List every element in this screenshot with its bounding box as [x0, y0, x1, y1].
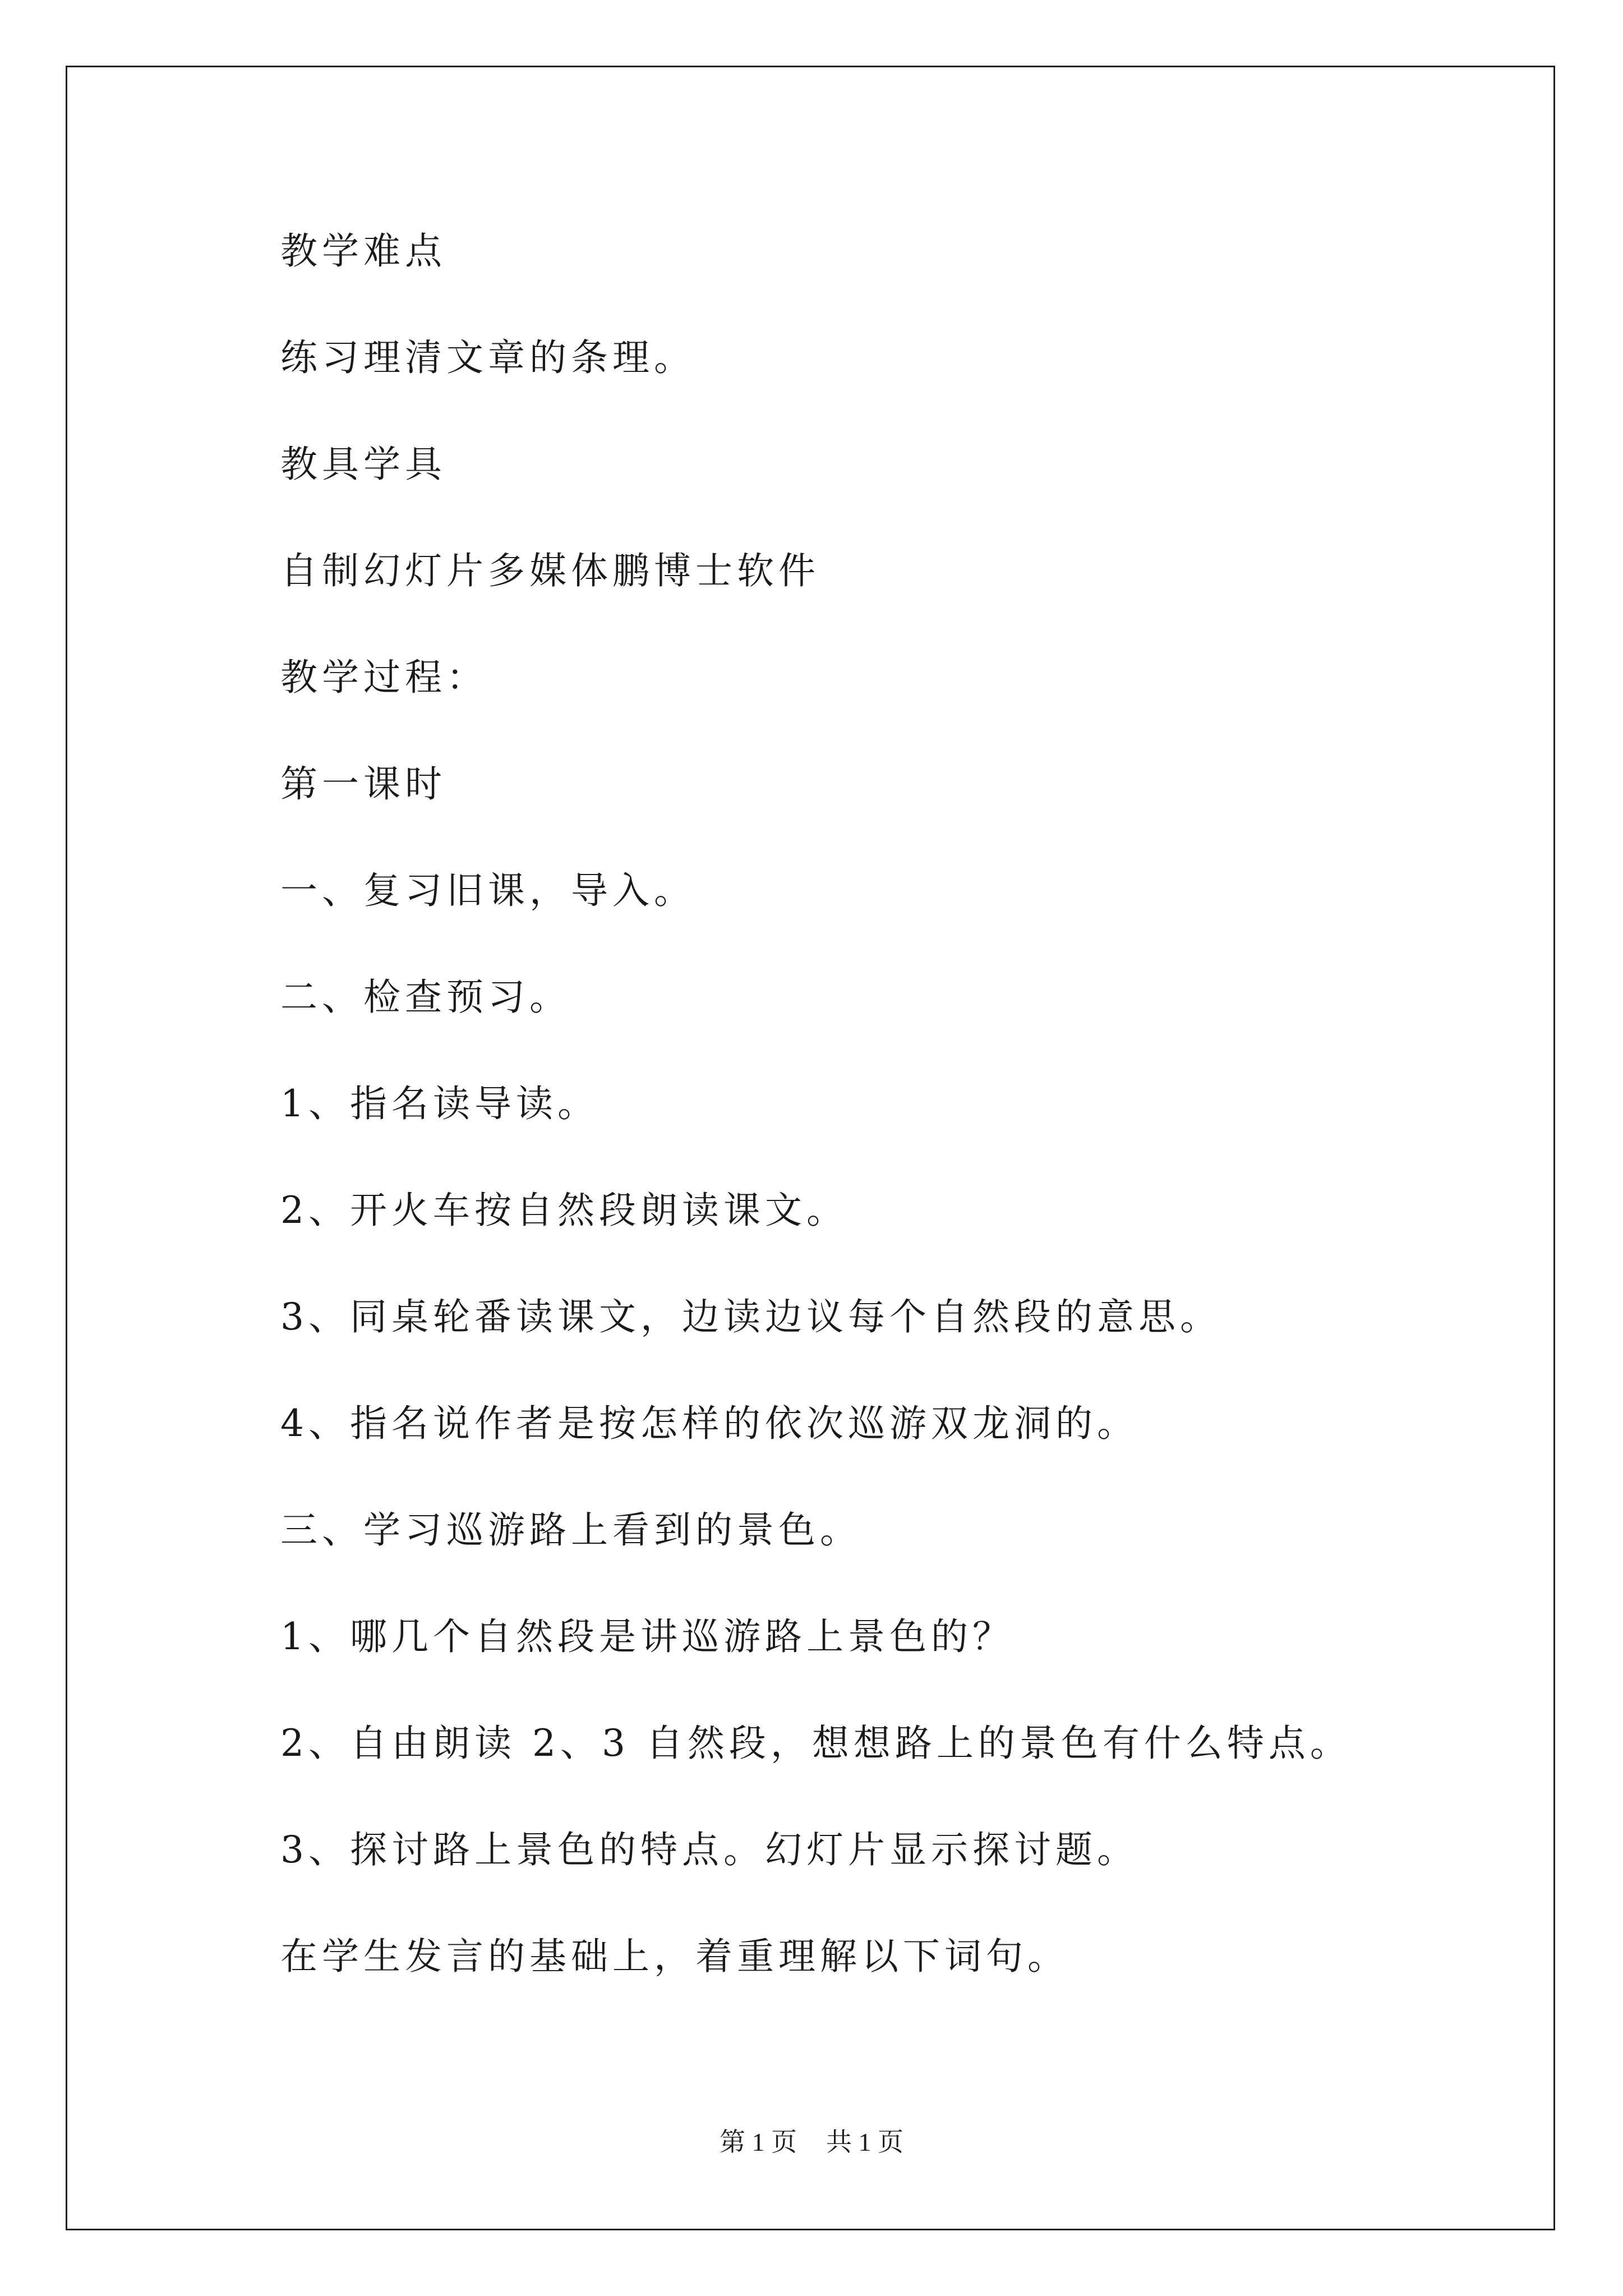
list-item: 2、自由朗读 2、3 自然段，想想路上的景色有什么特点。: [280, 1722, 1352, 1765]
paragraph-line: 自制幻灯片多媒体鹏博士软件: [280, 549, 820, 592]
list-item: 3、探讨路上景色的特点。幻灯片显示探讨题。: [280, 1828, 1138, 1871]
list-item: 1、哪几个自然段是讲巡游路上景色的？: [280, 1615, 1014, 1658]
section-heading: 一、复习旧课，导入。: [280, 869, 695, 912]
heading-teaching-difficulty: 教学难点: [280, 229, 446, 273]
page-number-total: 共 1 页: [826, 2128, 903, 2156]
heading-teaching-process: 教学过程：: [280, 656, 488, 699]
paragraph-line: 练习理清文章的条理。: [280, 336, 695, 379]
list-item: 3、同桌轮番读课文，边读边议每个自然段的意思。: [280, 1295, 1221, 1338]
section-heading: 三、学习巡游路上看到的景色。: [280, 1508, 861, 1552]
list-item: 2、开火车按自然段朗读课文。: [280, 1189, 848, 1232]
page-footer: [0, 2129, 1623, 2155]
section-heading: 二、检查预习。: [280, 976, 571, 1019]
list-item: 4、指名说作者是按怎样的依次巡游双龙洞的。: [280, 1402, 1138, 1445]
page-number-current: 第 1 页: [720, 2128, 797, 2156]
paragraph-line: 在学生发言的基础上，着重理解以下词句。: [280, 1935, 1069, 1978]
heading-first-lesson: 第一课时: [280, 762, 446, 806]
page-border: [66, 66, 1555, 2230]
heading-teaching-tools: 教具学具: [280, 443, 446, 486]
list-item: 1、指名读导读。: [280, 1082, 599, 1125]
